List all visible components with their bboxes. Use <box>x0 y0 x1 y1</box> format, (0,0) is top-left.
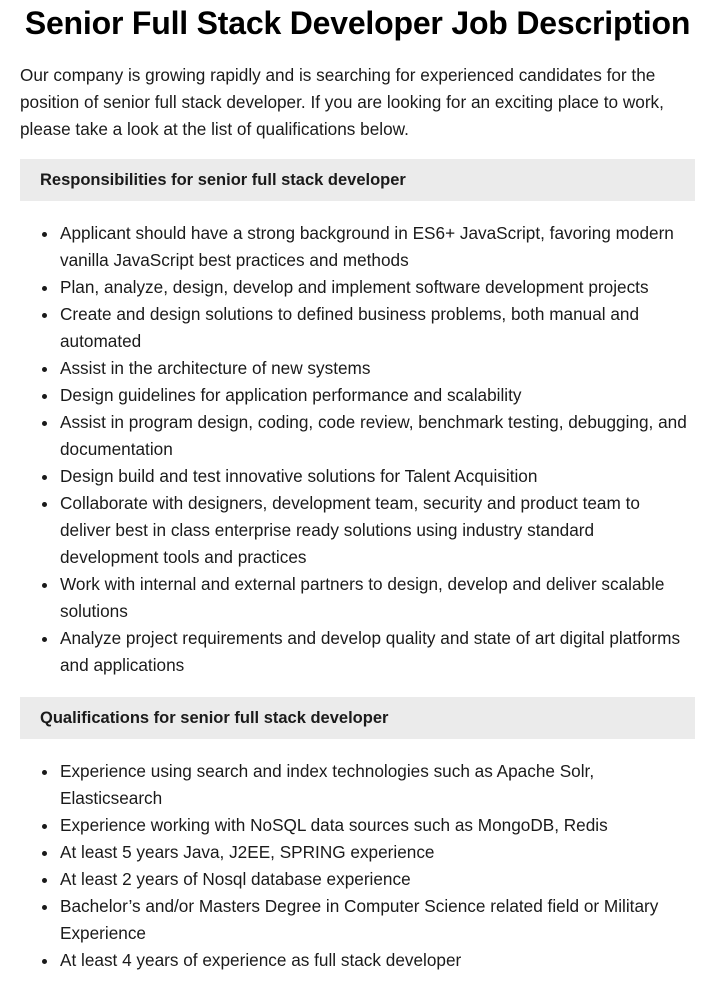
bullet-icon <box>42 286 47 291</box>
bullet-icon <box>42 959 47 964</box>
page-title: Senior Full Stack Developer Job Description <box>24 5 691 41</box>
list-item-text: At least 2 years of Nosql database experience <box>60 869 411 889</box>
list-item-text: At least 5 years Java, J2EE, SPRING experience <box>60 842 435 862</box>
list-item <box>60 301 695 355</box>
list-item <box>60 274 695 301</box>
list-item-text: Experience working with NoSQL data sources such as MongoDB, Redis <box>60 815 608 835</box>
bullet-icon <box>42 770 47 775</box>
bullet-icon <box>42 421 47 426</box>
list-item <box>60 758 695 812</box>
list-item-text: Analyze project requirements and develop quality and state of art digital platforms and applications <box>60 628 681 675</box>
list-item <box>60 625 695 679</box>
responsibilities-heading: Responsibilities for senior full stack developer <box>40 170 406 189</box>
bullet-icon <box>42 394 47 399</box>
list-item <box>60 571 695 625</box>
bullet-icon <box>42 824 47 829</box>
list-item-text: Plan, analyze, design, develop and implement software development projects <box>60 277 649 297</box>
bullet-icon <box>42 232 47 237</box>
list-item-text: Create and design solutions to defined business problems, both manual and automated <box>60 304 640 351</box>
list-item-text: Assist in program design, coding, code review, benchmark testing, debugging, and documentation <box>60 412 687 459</box>
list-item-text: Collaborate with designers, development team, security and product team to deliver best in class enterprise ready solutions using industry standard development tools and practices <box>60 493 640 567</box>
responsibilities-list <box>20 220 695 679</box>
list-item-text: Design build and test innovative solutions for Talent Acquisition <box>60 466 538 486</box>
qualifications-list <box>20 758 695 974</box>
qualifications-heading: Qualifications for senior full stack developer <box>40 708 389 727</box>
list-item <box>60 409 695 463</box>
intro-paragraph: Our company is growing rapidly and is searching for experienced candidates for the position of senior full stack developer. If you are looking for an exciting place to work, please take a look at the list of qualifications below. <box>20 65 664 139</box>
bullet-icon <box>42 475 47 480</box>
list-item <box>60 866 695 893</box>
bullet-icon <box>42 583 47 588</box>
list-item-text: Assist in the architecture of new systems <box>60 358 371 378</box>
responsibilities-header <box>20 159 695 201</box>
list-item-text: Work with internal and external partners to design, develop and deliver scalable solutions <box>60 574 665 621</box>
list-item <box>60 220 695 274</box>
list-item-text: At least 4 years of experience as full stack developer <box>60 950 462 970</box>
list-item <box>60 355 695 382</box>
qualifications-header <box>20 697 695 739</box>
bullet-icon <box>42 367 47 372</box>
bullet-icon <box>42 502 47 507</box>
list-item-text: Bachelor’s and/or Masters Degree in Computer Science related field or Military Experience <box>60 896 659 943</box>
bullet-icon <box>42 878 47 883</box>
list-item <box>60 839 695 866</box>
bullet-icon <box>42 313 47 318</box>
list-item <box>60 490 695 571</box>
list-item <box>60 812 695 839</box>
list-item-text: Design guidelines for application performance and scalability <box>60 385 522 405</box>
list-item <box>60 382 695 409</box>
list-item-text: Applicant should have a strong background in ES6+ JavaScript, favoring modern vanilla JavaScript best practices and methods <box>60 223 674 270</box>
bullet-icon <box>42 637 47 642</box>
list-item <box>60 463 695 490</box>
list-item <box>60 947 695 974</box>
bullet-icon <box>42 851 47 856</box>
list-item-text: Experience using search and index technologies such as Apache Solr, Elasticsearch <box>60 761 595 808</box>
list-item <box>60 893 695 947</box>
bullet-icon <box>42 905 47 910</box>
